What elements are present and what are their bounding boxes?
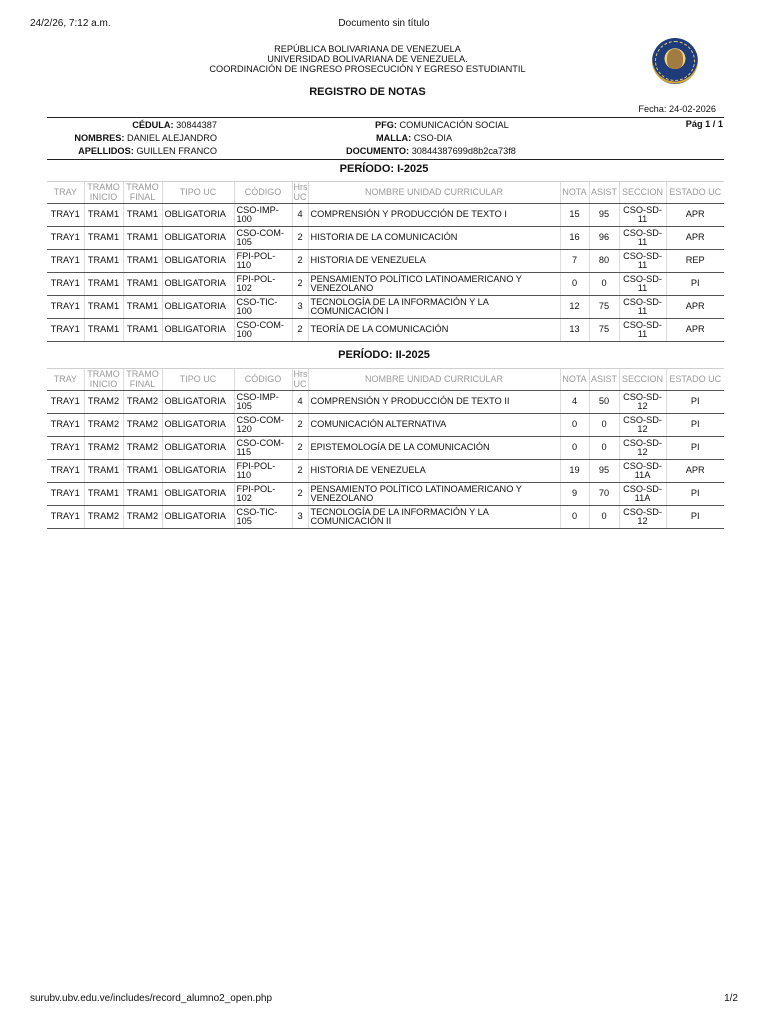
cell-seccion: CSO-SD-11 xyxy=(619,227,666,250)
student-info-right xyxy=(320,119,526,158)
cell-nota: 19 xyxy=(560,460,589,483)
cell-nota: 0 xyxy=(560,437,589,460)
column-header-estado-uc: ESTADO UC xyxy=(666,182,724,204)
table-row xyxy=(47,319,724,342)
institution-line-3: COORDINACIÓN DE INGRESO PROSECUCIÓN Y EGRESO ESTUDIANTIL xyxy=(209,64,526,74)
cell-nota: 9 xyxy=(560,483,589,506)
cell-tramo-final: TRAM2 xyxy=(123,437,162,460)
documento-label: DOCUMENTO: xyxy=(346,146,410,156)
cell-tramo-final: TRAM1 xyxy=(123,204,162,227)
table-header-row xyxy=(47,369,724,391)
cell-tramo-inicio: TRAM1 xyxy=(84,460,123,483)
column-header-tramo-inicio: TRAMO INICIO xyxy=(84,182,123,204)
cell-tramo-inicio: TRAM2 xyxy=(84,437,123,460)
cell-asist: 50 xyxy=(589,391,619,414)
cell-tramo-final: TRAM1 xyxy=(123,227,162,250)
cell-tray: TRAY1 xyxy=(47,391,84,414)
cell-tray: TRAY1 xyxy=(47,414,84,437)
cell-codigo: CSO-IMP-100 xyxy=(234,204,292,227)
cell-tramo-inicio: TRAM1 xyxy=(84,250,123,273)
cell-asist: 80 xyxy=(589,250,619,273)
cell-tipo-uc: OBLIGATORIA xyxy=(162,227,234,250)
cell-nombre-uc: TECNOLOGÍA DE LA INFORMACIÓN Y LA COMUNICACIÓN II xyxy=(308,506,560,529)
cell-hrs-uc: 3 xyxy=(292,506,308,529)
institution-line-2: UNIVERSIDAD BOLIVARIANA DE VENEZUELA. xyxy=(267,54,468,64)
cell-tramo-inicio: TRAM2 xyxy=(84,414,123,437)
cell-nombre-uc: HISTORIA DE VENEZUELA xyxy=(308,250,560,273)
cell-hrs-uc: 4 xyxy=(292,204,308,227)
divider xyxy=(47,117,724,118)
cell-nombre-uc: TEORÍA DE LA COMUNICACIÓN xyxy=(308,319,560,342)
cell-seccion: CSO-SD-11 xyxy=(619,319,666,342)
column-header-tramo-final: TRAMO FINAL xyxy=(123,182,162,204)
column-header-hrs-uc: Hrs UC xyxy=(293,369,308,389)
cell-nota: 12 xyxy=(560,296,589,319)
cell-tramo-inicio: TRAM1 xyxy=(84,483,123,506)
cell-hrs-uc: 2 xyxy=(292,250,308,273)
column-header-tramo-inicio: TRAMO INICIO xyxy=(84,369,123,391)
cell-estado-uc: APR xyxy=(666,319,724,342)
cell-nota: 16 xyxy=(560,227,589,250)
cedula-label: CÉDULA: xyxy=(132,120,174,130)
grades-table xyxy=(47,368,724,529)
cell-tramo-inicio: TRAM2 xyxy=(84,506,123,529)
column-header-hrs-uc: Hrs UC xyxy=(293,182,308,202)
cell-nombre-uc: COMUNICACIÓN ALTERNATIVA xyxy=(308,414,560,437)
cell-nota: 4 xyxy=(560,391,589,414)
cell-tramo-final: TRAM2 xyxy=(123,506,162,529)
table-row xyxy=(47,437,724,460)
cell-tramo-final: TRAM1 xyxy=(123,273,162,296)
divider xyxy=(47,159,724,160)
cell-tipo-uc: OBLIGATORIA xyxy=(162,483,234,506)
print-header xyxy=(30,18,738,32)
grades-table xyxy=(47,181,724,342)
cell-hrs-uc: 2 xyxy=(292,414,308,437)
column-header-nota: NOTA xyxy=(560,182,589,204)
cell-tray: TRAY1 xyxy=(47,296,84,319)
cell-asist: 75 xyxy=(589,296,619,319)
column-header-tipo-uc: TIPO UC xyxy=(162,369,234,391)
cell-seccion: CSO-SD-12 xyxy=(619,414,666,437)
cell-estado-uc: PI xyxy=(666,437,724,460)
column-header-tramo-final: TRAMO FINAL xyxy=(123,369,162,391)
cell-tramo-inicio: TRAM1 xyxy=(84,273,123,296)
cell-seccion: CSO-SD-11A xyxy=(619,483,666,506)
cell-seccion: CSO-SD-12 xyxy=(619,437,666,460)
documento-value: 30844387699d8b2ca73f8 xyxy=(411,146,516,156)
cell-tray: TRAY1 xyxy=(47,319,84,342)
cell-tramo-inicio: TRAM1 xyxy=(84,296,123,319)
cell-nota: 0 xyxy=(560,414,589,437)
cell-tipo-uc: OBLIGATORIA xyxy=(162,437,234,460)
cell-estado-uc: PI xyxy=(666,483,724,506)
cell-tipo-uc: OBLIGATORIA xyxy=(162,391,234,414)
column-header-codigo: CÓDIGO xyxy=(234,182,292,204)
cell-hrs-uc: 2 xyxy=(292,273,308,296)
cell-tray: TRAY1 xyxy=(47,204,84,227)
cell-seccion: CSO-SD-12 xyxy=(619,506,666,529)
cell-tramo-final: TRAM1 xyxy=(123,460,162,483)
cell-tray: TRAY1 xyxy=(47,227,84,250)
cell-hrs-uc: 2 xyxy=(292,319,308,342)
cell-codigo: CSO-TIC-100 xyxy=(234,296,292,319)
cell-tray: TRAY1 xyxy=(47,460,84,483)
cell-tray: TRAY1 xyxy=(47,250,84,273)
cell-codigo: CSO-COM-100 xyxy=(234,319,292,342)
cell-nombre-uc: EPISTEMOLOGÍA DE LA COMUNICACIÓN xyxy=(308,437,560,460)
table-row xyxy=(47,483,724,506)
cell-hrs-uc: 3 xyxy=(292,296,308,319)
period-title: PERÍODO: II-2025 xyxy=(338,349,430,361)
pfg-value: COMUNICACIÓN SOCIAL xyxy=(399,120,509,130)
column-header-seccion: SECCION xyxy=(619,369,666,391)
table-row xyxy=(47,506,724,529)
cell-tray: TRAY1 xyxy=(47,483,84,506)
malla-label: MALLA: xyxy=(376,133,412,143)
cell-estado-uc: PI xyxy=(666,506,724,529)
cell-asist: 0 xyxy=(589,414,619,437)
cell-tipo-uc: OBLIGATORIA xyxy=(162,506,234,529)
cell-tipo-uc: OBLIGATORIA xyxy=(162,273,234,296)
cell-nombre-uc: HISTORIA DE VENEZUELA xyxy=(308,460,560,483)
cell-seccion: CSO-SD-12 xyxy=(619,391,666,414)
cell-nombre-uc: COMPRENSIÓN Y PRODUCCIÓN DE TEXTO I xyxy=(308,204,560,227)
cell-hrs-uc: 2 xyxy=(292,483,308,506)
cell-estado-uc: REP xyxy=(666,250,724,273)
table-row xyxy=(47,273,724,296)
table-row xyxy=(47,391,724,414)
cell-codigo: CSO-COM-115 xyxy=(234,437,292,460)
apellidos-value: GUILLEN FRANCO xyxy=(136,146,217,156)
cell-hrs-uc: 2 xyxy=(292,227,308,250)
cell-estado-uc: APR xyxy=(666,204,724,227)
cell-seccion: CSO-SD-11 xyxy=(619,250,666,273)
cell-codigo: CSO-IMP-105 xyxy=(234,391,292,414)
cell-codigo: CSO-TIC-105 xyxy=(234,506,292,529)
cell-tipo-uc: OBLIGATORIA xyxy=(162,250,234,273)
institution-header xyxy=(0,44,735,74)
cell-tramo-inicio: TRAM1 xyxy=(84,227,123,250)
cell-codigo: CSO-COM-105 xyxy=(234,227,292,250)
column-header-asist: ASIST xyxy=(589,369,619,391)
column-header-asist: ASIST xyxy=(589,182,619,204)
cell-codigo: FPI-POL-102 xyxy=(234,483,292,506)
table-row xyxy=(47,414,724,437)
cell-nombre-uc: PENSAMIENTO POLÍTICO LATINOAMERICANO Y VENEZOLANO xyxy=(308,483,560,506)
university-seal-icon xyxy=(652,38,698,84)
table-row xyxy=(47,250,724,273)
cell-hrs-uc: 2 xyxy=(292,460,308,483)
column-header-nota: NOTA xyxy=(560,369,589,391)
cell-seccion: CSO-SD-11 xyxy=(619,296,666,319)
cell-tipo-uc: OBLIGATORIA xyxy=(162,319,234,342)
nombres-label: NOMBRES: xyxy=(74,133,125,143)
cell-tray: TRAY1 xyxy=(47,437,84,460)
cell-codigo: FPI-POL-110 xyxy=(234,460,292,483)
cell-asist: 95 xyxy=(589,204,619,227)
student-info-left xyxy=(47,119,217,158)
cell-codigo: FPI-POL-110 xyxy=(234,250,292,273)
cell-tramo-final: TRAM1 xyxy=(123,319,162,342)
cell-nota: 0 xyxy=(560,506,589,529)
cell-codigo: FPI-POL-102 xyxy=(234,273,292,296)
table-row xyxy=(47,460,724,483)
cell-asist: 0 xyxy=(589,273,619,296)
cell-codigo: CSO-COM-120 xyxy=(234,414,292,437)
print-footer xyxy=(30,993,738,1007)
cell-hrs-uc: 4 xyxy=(292,391,308,414)
cell-asist: 0 xyxy=(589,437,619,460)
cell-tramo-final: TRAM2 xyxy=(123,414,162,437)
cell-nombre-uc: COMPRENSIÓN Y PRODUCCIÓN DE TEXTO II xyxy=(308,391,560,414)
cell-tipo-uc: OBLIGATORIA xyxy=(162,204,234,227)
cell-nombre-uc: HISTORIA DE LA COMUNICACIÓN xyxy=(308,227,560,250)
pfg-label: PFG: xyxy=(375,120,397,130)
column-header-nombre-uc: NOMBRE UNIDAD CURRICULAR xyxy=(308,369,560,391)
cell-tramo-final: TRAM1 xyxy=(123,483,162,506)
cell-tramo-final: TRAM1 xyxy=(123,250,162,273)
institution-line-1: REPÚBLICA BOLIVARIANA DE VENEZUELA xyxy=(274,44,461,54)
cell-estado-uc: PI xyxy=(666,391,724,414)
page-title: REGISTRO DE NOTAS xyxy=(309,86,426,98)
column-header-tray: TRAY xyxy=(47,369,84,391)
cell-estado-uc: APR xyxy=(666,296,724,319)
cell-seccion: CSO-SD-11A xyxy=(619,460,666,483)
table-row xyxy=(47,227,724,250)
table-row xyxy=(47,204,724,227)
period-title: PERÍODO: I-2025 xyxy=(339,163,429,175)
cedula-value: 30844387 xyxy=(176,120,217,130)
cell-tray: TRAY1 xyxy=(47,506,84,529)
cell-asist: 0 xyxy=(589,506,619,529)
cell-hrs-uc: 2 xyxy=(292,437,308,460)
cell-asist: 75 xyxy=(589,319,619,342)
cell-estado-uc: PI xyxy=(666,414,724,437)
malla-value: CSO-DIA xyxy=(413,133,453,143)
cell-tramo-inicio: TRAM2 xyxy=(84,391,123,414)
cell-asist: 95 xyxy=(589,460,619,483)
cell-tramo-final: TRAM1 xyxy=(123,296,162,319)
cell-nombre-uc: PENSAMIENTO POLÍTICO LATINOAMERICANO Y VENEZOLANO xyxy=(308,273,560,296)
nombres-value: DANIEL ALEJANDRO xyxy=(126,133,217,143)
column-header-estado-uc: ESTADO UC xyxy=(666,369,724,391)
cell-estado-uc: APR xyxy=(666,227,724,250)
cell-nota: 0 xyxy=(560,273,589,296)
print-url: surubv.ubv.edu.ve/includes/record_alumno2_open.php xyxy=(30,993,273,1004)
print-page-number: 1/2 xyxy=(724,993,738,1004)
cell-tramo-inicio: TRAM1 xyxy=(84,204,123,227)
table-row xyxy=(47,296,724,319)
column-header-codigo: CÓDIGO xyxy=(234,369,292,391)
cell-seccion: CSO-SD-11 xyxy=(619,273,666,296)
column-header-nombre-uc: NOMBRE UNIDAD CURRICULAR xyxy=(308,182,560,204)
column-header-seccion: SECCION xyxy=(619,182,666,204)
cell-nota: 13 xyxy=(560,319,589,342)
cell-nota: 7 xyxy=(560,250,589,273)
print-doc-title: Documento sin título xyxy=(338,18,430,29)
cell-nombre-uc: TECNOLOGÍA DE LA INFORMACIÓN Y LA COMUNICACIÓN I xyxy=(308,296,560,319)
print-datetime: 24/2/26, 7:12 a.m. xyxy=(30,18,111,29)
cell-estado-uc: APR xyxy=(666,460,724,483)
report-date: Fecha: 24-02-2026 xyxy=(638,104,716,114)
apellidos-label: APELLIDOS: xyxy=(78,146,134,156)
page-indicator: Pág 1 / 1 xyxy=(685,119,723,129)
column-header-tipo-uc: TIPO UC xyxy=(162,182,234,204)
cell-nota: 15 xyxy=(560,204,589,227)
cell-tray: TRAY1 xyxy=(47,273,84,296)
cell-estado-uc: PI xyxy=(666,273,724,296)
column-header-tray: TRAY xyxy=(47,182,84,204)
cell-tipo-uc: OBLIGATORIA xyxy=(162,414,234,437)
cell-tramo-inicio: TRAM1 xyxy=(84,319,123,342)
cell-tipo-uc: OBLIGATORIA xyxy=(162,460,234,483)
cell-tramo-final: TRAM2 xyxy=(123,391,162,414)
cell-asist: 70 xyxy=(589,483,619,506)
cell-tipo-uc: OBLIGATORIA xyxy=(162,296,234,319)
table-header-row xyxy=(47,182,724,204)
cell-seccion: CSO-SD-11 xyxy=(619,204,666,227)
cell-asist: 96 xyxy=(589,227,619,250)
